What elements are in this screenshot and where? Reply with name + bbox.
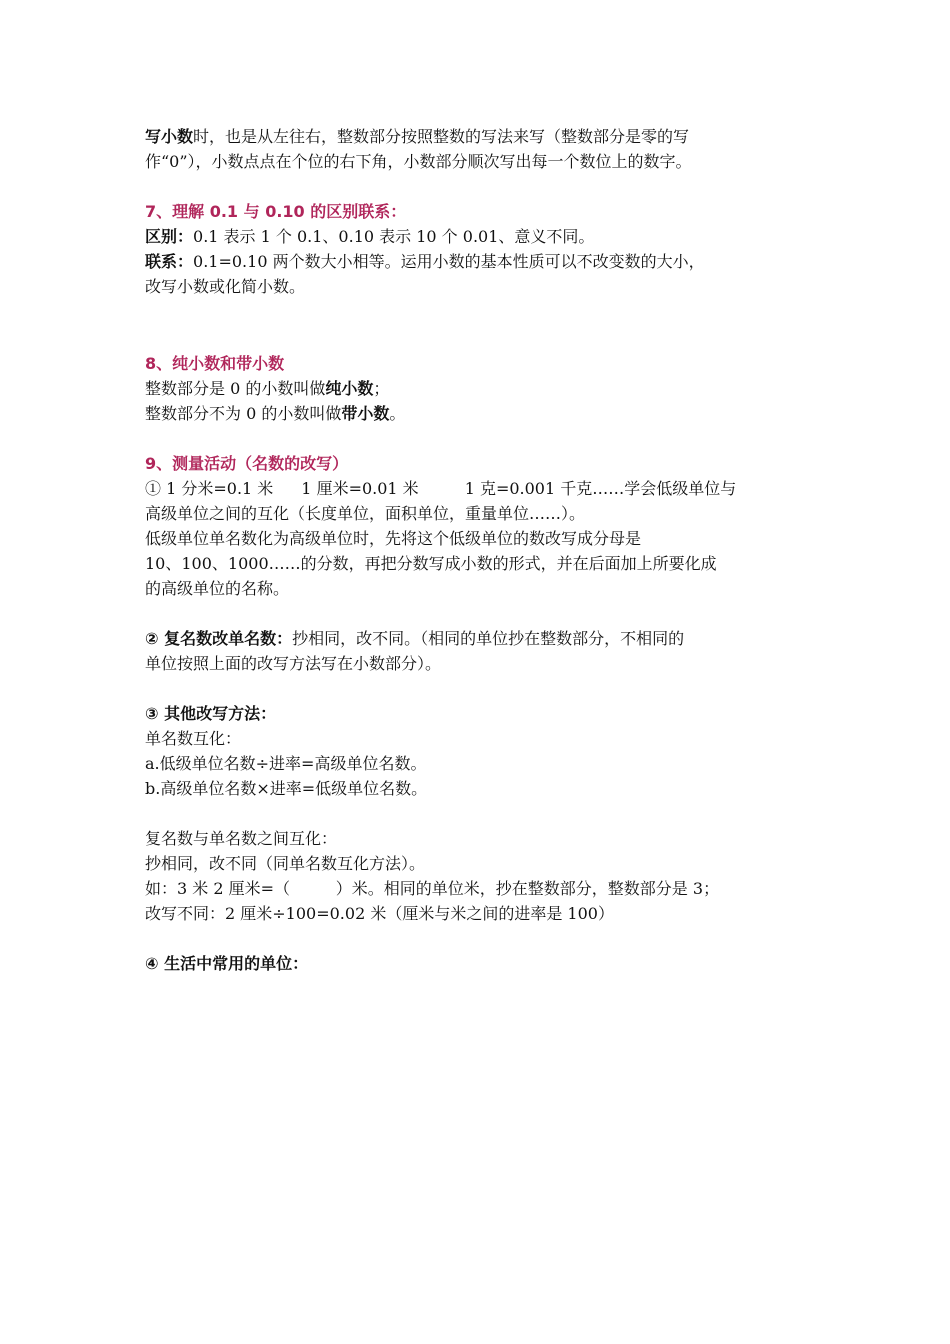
item-3-title: ③ 其他改写方法： [145, 704, 277, 723]
s9-item-3-line-5: 抄相同，改不同（同单名数互化方法）。 [145, 854, 426, 873]
s9-item-2-line-2: 单位按照上面的改写方法写在小数部分）。 [145, 654, 442, 673]
s6-line-1-text: 时，也是从左往右，整数部分按照整数的写法来写（整数部分是零的写 [193, 127, 690, 146]
s9-item-3-line-1: 单名数互化： [145, 729, 242, 748]
s9-item-1-line-1 [145, 476, 835, 501]
s8-line-2 [145, 401, 835, 426]
s9-item-1-line-3: 低级单位单名数化为高级单位时，先将这个低级单位的数改写成分母是 [145, 529, 642, 548]
s7-relation [145, 249, 835, 274]
conversion-g-kg: 1 克=0.001 千克……学会低级单位与 [464, 479, 737, 498]
s7-relation-cont: 改写小数或化简小数。 [145, 277, 306, 296]
s8-line-1-pre: 整数部分是 0 的小数叫做 [145, 379, 326, 398]
item-4-title: ④ 生活中常用的单位： [145, 954, 309, 973]
s8-line-2-pre: 整数部分不为 0 的小数叫做 [145, 404, 342, 423]
s7-difference [145, 224, 835, 249]
conversion-dm-m: ① 1 分米=0.1 米 [145, 479, 274, 498]
s8-line-1-post: ； [373, 379, 390, 398]
keyword-mixed-decimal: 带小数 [341, 404, 390, 423]
item-2-title: ② 复名数改单名数： [145, 629, 293, 648]
s9-item-3-line-3: b.高级单位名数×进率=低级单位名数。 [145, 779, 428, 798]
s8-line-1 [145, 376, 835, 401]
s9-item-1-line-4: 10、100、1000……的分数，再把分数写成小数的形式，并在后面加上所要化成 [145, 554, 717, 573]
s9-item-3-line-6: 如：3 米 2 厘米=（ ）米。相同的单位米，抄在整数部分，整数部分是 3； [145, 879, 720, 898]
difference-text: 0.1 表示 1 个 0.1、0.10 表示 10 个 0.01、意义不同。 [193, 227, 595, 246]
conversion-cm-m: 1 厘米=0.01 米 [301, 479, 419, 498]
section-9-heading: 9、测量活动（名数的改写） [145, 454, 349, 473]
s6-line-1 [145, 124, 835, 149]
keyword-write-decimal: 写小数 [145, 127, 194, 146]
difference-label: 区别： [145, 227, 194, 246]
s9-item-1-line-2: 高级单位之间的互化（长度单位，面积单位，重量单位……）。 [145, 504, 586, 523]
s6-line-2: 作“0”），小数点点在个位的右下角，小数部分顺次写出每一个数位上的数字。 [145, 152, 692, 171]
keyword-pure-decimal: 纯小数 [325, 379, 374, 398]
s9-item-3-line-2: a.低级单位名数÷进率=高级单位名数。 [145, 754, 427, 773]
document-body [145, 124, 835, 976]
relation-text: 0.1=0.10 两个数大小相等。运用小数的基本性质可以不改变数的大小， [193, 252, 705, 271]
item-2-text: 抄相同，改不同。（相同的单位抄在整数部分，不相同的 [292, 629, 685, 648]
s9-item-3-line-7: 改写不同：2 厘米÷100=0.02 米（厘米与米之间的进率是 100） [145, 904, 614, 923]
relation-label: 联系： [145, 252, 194, 271]
s9-item-1-line-5: 的高级单位的名称。 [145, 579, 290, 598]
section-8-heading: 8、纯小数和带小数 [145, 354, 285, 373]
section-7-heading: 7、理解 0.1 与 0.10 的区别联系： [145, 202, 407, 221]
s9-item-3-line-4: 复名数与单名数之间互化： [145, 829, 338, 848]
s8-line-2-post: 。 [389, 404, 406, 423]
s9-item-2-line-1 [145, 626, 835, 651]
